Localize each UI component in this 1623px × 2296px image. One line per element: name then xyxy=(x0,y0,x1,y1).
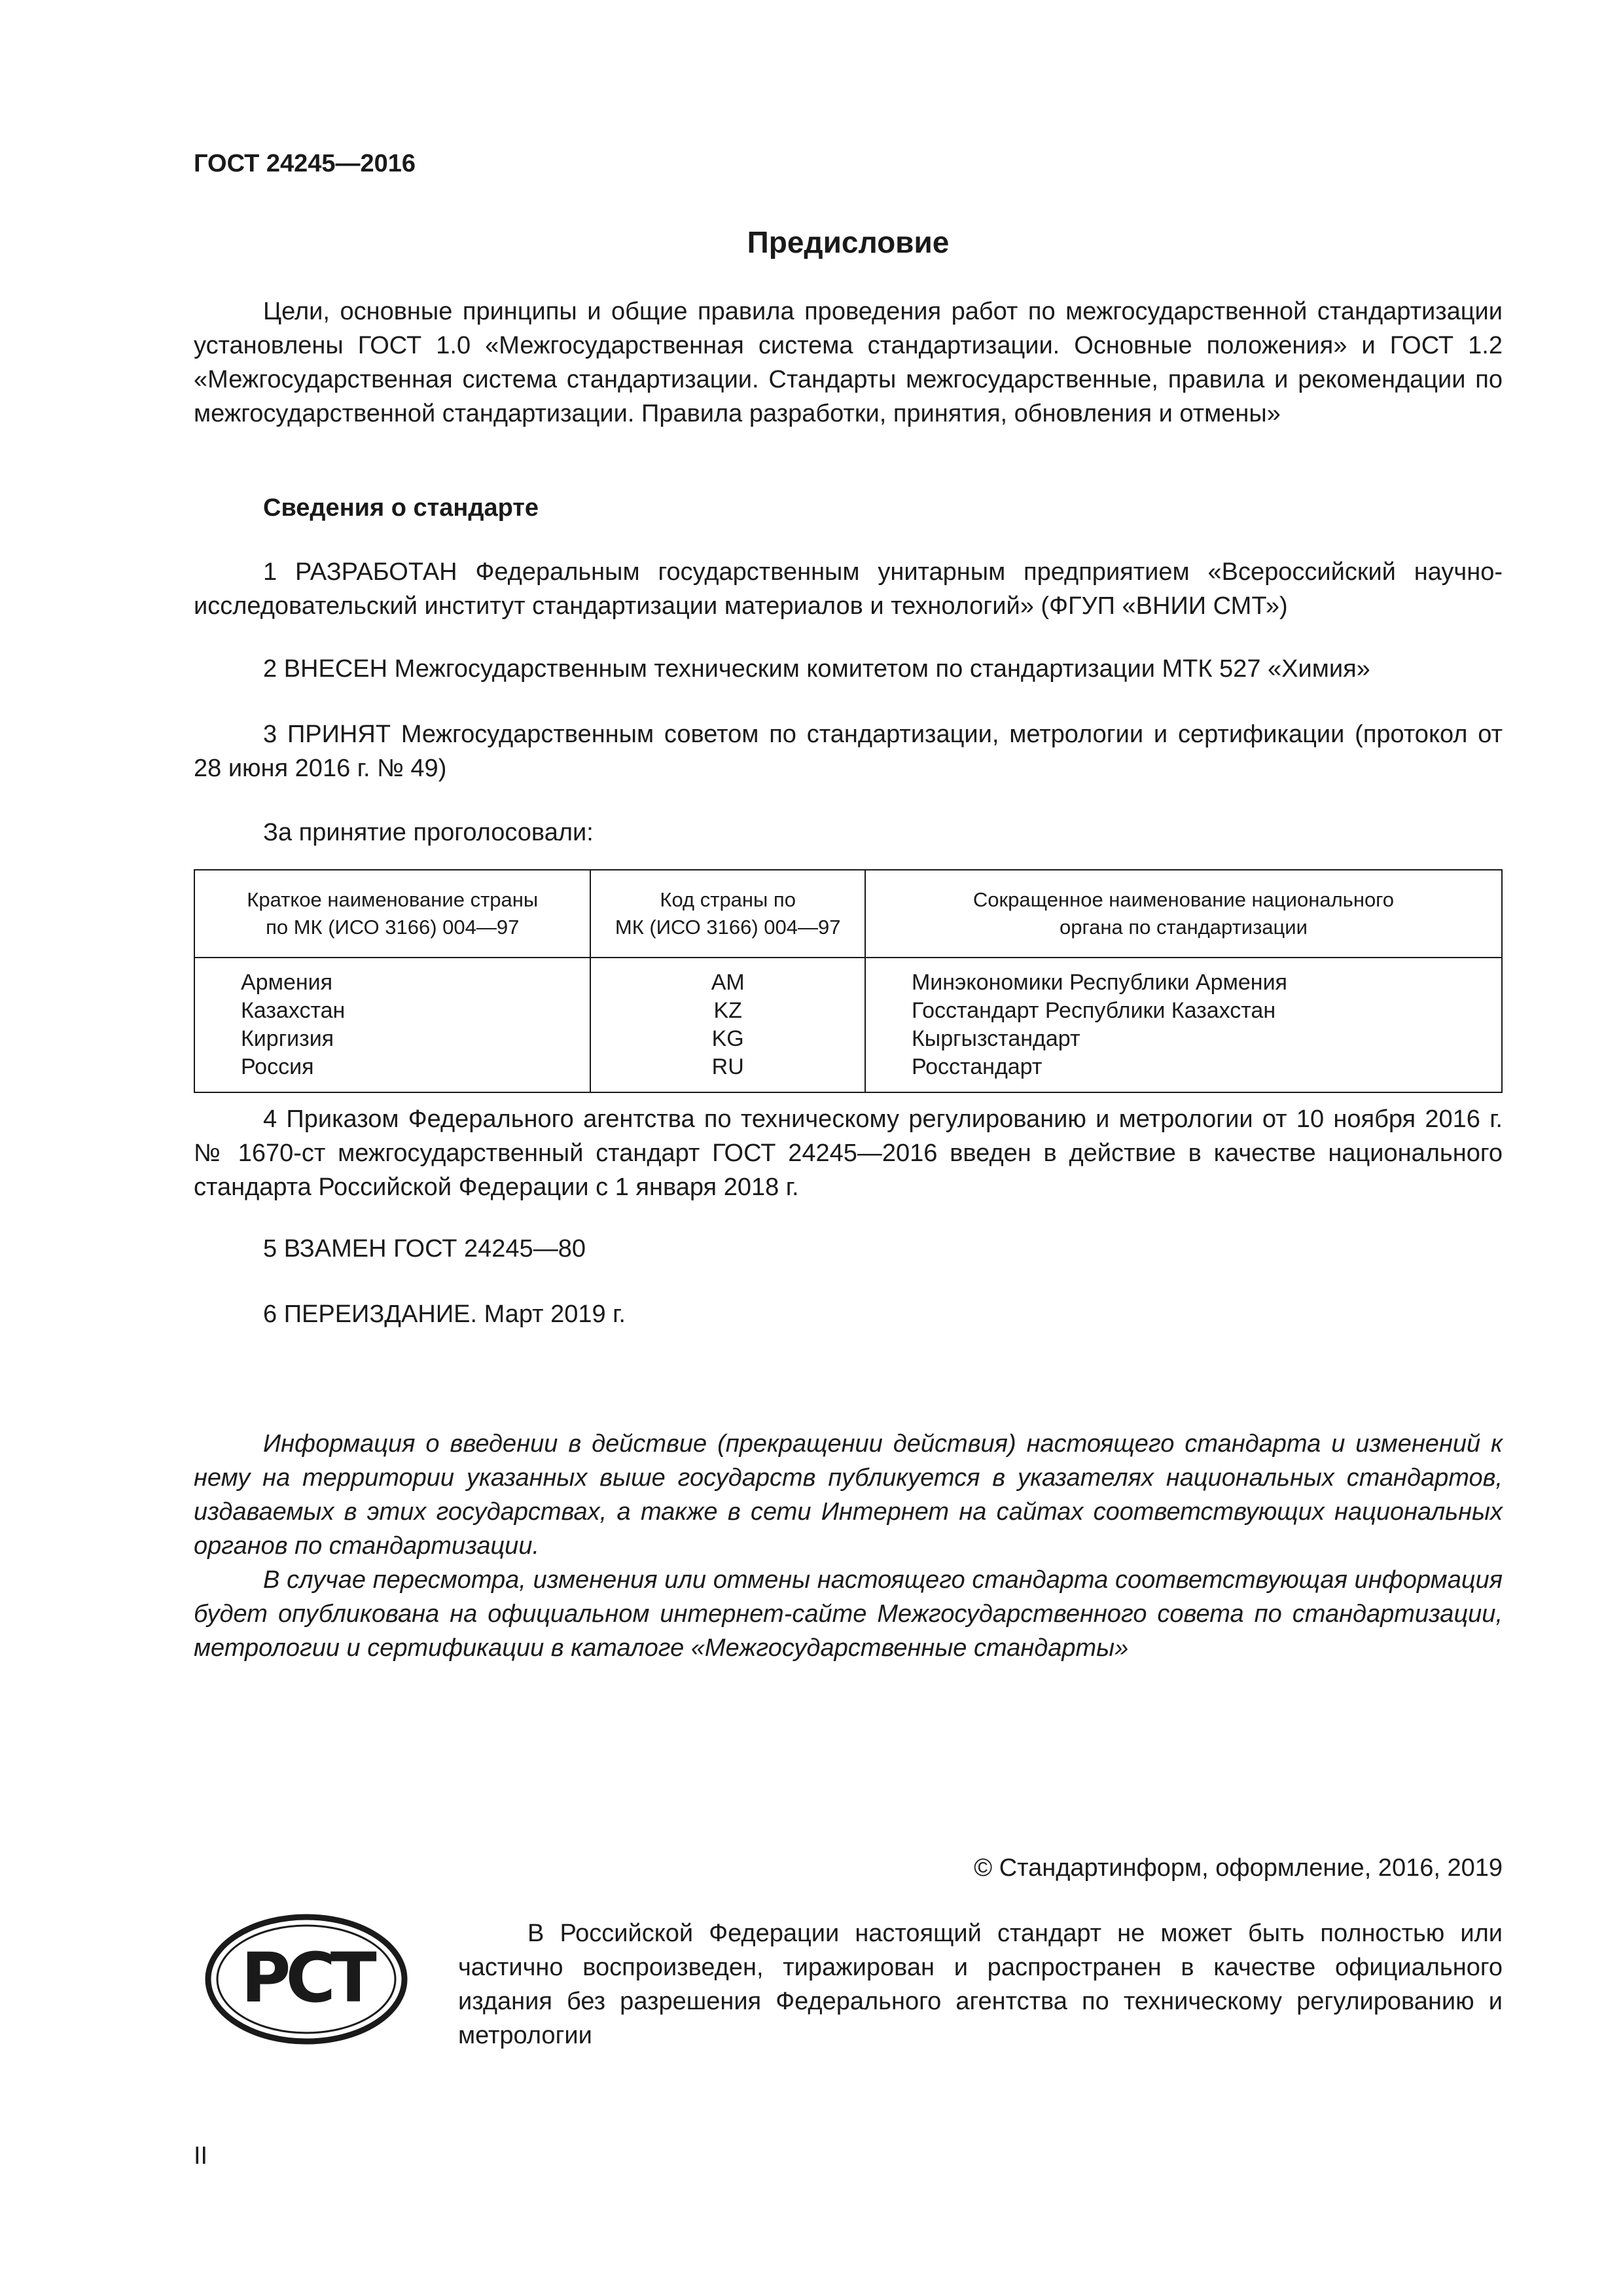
document-code: ГОСТ 24245—2016 xyxy=(194,150,416,177)
page-title: Предисловие xyxy=(747,225,950,259)
country-column xyxy=(194,958,590,1092)
table-header-country-line2: по МК (ИСО 3166) 004—97 xyxy=(266,916,520,939)
table-cell-code: KG xyxy=(711,1026,744,1051)
voted-label: За принятие проголосовали: xyxy=(263,819,594,846)
item-4: 4 Приказом Федерального агентства по техническому регулированию и метрологии от 10 ноября 2016 г. № 1670-ст межгосударственный стандарт ГОСТ 24245—2016 введен в действие в качестве национального стандарта Российской Федерации с 1 января 2018 г. xyxy=(194,1105,1503,1201)
item-4-block xyxy=(194,1102,1503,1204)
item-3-block xyxy=(194,717,1503,785)
table-cell-country: Армения xyxy=(241,970,333,995)
table-header-country-line1: Краткое наименование страны xyxy=(247,888,539,911)
table-header-authority xyxy=(865,870,1502,958)
item-3: 3 ПРИНЯТ Межгосударственным советом по стандартизации, метрологии и сертификации (протокол от 28 июня 2016 г. № 49) xyxy=(194,721,1503,782)
table-cell-authority: Госстандарт Республики Казахстан xyxy=(911,998,1276,1023)
countries-table xyxy=(194,869,1503,1093)
item-2: 2 ВНЕСЕН Межгосударственным техническим комитетом по стандартизации МТК 527 «Химия» xyxy=(263,655,1370,683)
copyright-notice: © Стандартинформ, оформление, 2016, 2019 xyxy=(974,1854,1503,1882)
rights-block xyxy=(458,1916,1503,2053)
info-paragraph-1: Информация о введении в действие (прекращении действия) настоящего стандарта и изменений к нему на территории указанных выше государств публикуется в указателях национальных стандартов, издаваемых в этих государствах, а также в сети Интернет на сайтах соответствующих национальных органов по стандартизации. xyxy=(194,1430,1503,1560)
item-1: 1 РАЗРАБОТАН Федеральным государственным унитарным предприятием «Всероссийский научно-исследовательский институт стандартизации материалов и технологий» (ФГУП «ВНИИ СМТ») xyxy=(194,558,1503,620)
code-column xyxy=(590,958,865,1092)
item-1-block xyxy=(194,555,1503,623)
logo-text: РСТ xyxy=(241,1938,372,2018)
item-2-block xyxy=(194,652,1503,686)
document-page xyxy=(194,0,1503,2296)
item-6: 6 ПЕРЕИЗДАНИЕ. Март 2019 г. xyxy=(263,1300,626,1328)
table-header-code-line2: МК (ИСО 3166) 004—97 xyxy=(615,916,841,939)
table-cell-country: Россия xyxy=(241,1054,314,1079)
table-header-row xyxy=(194,870,1502,958)
table-cell-code: KZ xyxy=(713,998,742,1023)
table-cell-authority: Росстандарт xyxy=(911,1054,1043,1079)
table-cell-code: RU xyxy=(711,1054,744,1079)
intro-paragraph: Цели, основные принципы и общие правила проведения работ по межгосударственной стандартизации установлены ГОСТ 1.0 «Межгосударственная система стандартизации. Основные положения» и ГОСТ 1.2 «Межгосударственная система стандартизации. Стандарты межгосударственные, правила и рекомендации по межгосударственной стандартизации. Правила разработки, принятия, обновления и отмены» xyxy=(194,298,1503,427)
table-header-authority-line2: органа по стандартизации xyxy=(1060,916,1308,939)
section-heading: Сведения о стандарте xyxy=(263,494,539,522)
page-number: II xyxy=(194,2142,208,2170)
rst-certification-mark-icon xyxy=(202,1911,411,2047)
rights-notice: В Российской Федерации настоящий стандарт не может быть полностью или частично воспроизведен, тиражирован и распространен в качестве официального издания без разрешения Федерального агентства по техническому регулированию и метрологии xyxy=(458,1920,1503,2049)
table-cell-authority: Минэкономики Республики Армения xyxy=(911,970,1287,995)
table-body-row xyxy=(194,958,1502,1092)
table-cell-authority: Кыргызстандарт xyxy=(911,1026,1080,1051)
intro-block xyxy=(194,295,1503,431)
item-5: 5 ВЗАМЕН ГОСТ 24245—80 xyxy=(263,1235,586,1263)
table-header-authority-line1: Сокращенное наименование национального xyxy=(972,888,1395,911)
info-block xyxy=(194,1427,1503,1665)
table-header-code xyxy=(590,870,865,958)
authority-column xyxy=(865,958,1502,1092)
info-paragraph-2: В случае пересмотра, изменения или отмены настоящего стандарта соответствующая информация будет опубликована на официальном интернет-сайте Межгосударственного совета по стандартизации, метрологии и сертификации в каталоге «Межгосударственные стандарты» xyxy=(194,1566,1503,1662)
table-cell-code: AM xyxy=(711,970,745,995)
table-header-code-line1: Код страны по xyxy=(660,888,796,911)
table-cell-country: Казахстан xyxy=(241,998,346,1023)
table-header-country xyxy=(194,870,590,958)
table-cell-country: Киргизия xyxy=(241,1026,334,1051)
